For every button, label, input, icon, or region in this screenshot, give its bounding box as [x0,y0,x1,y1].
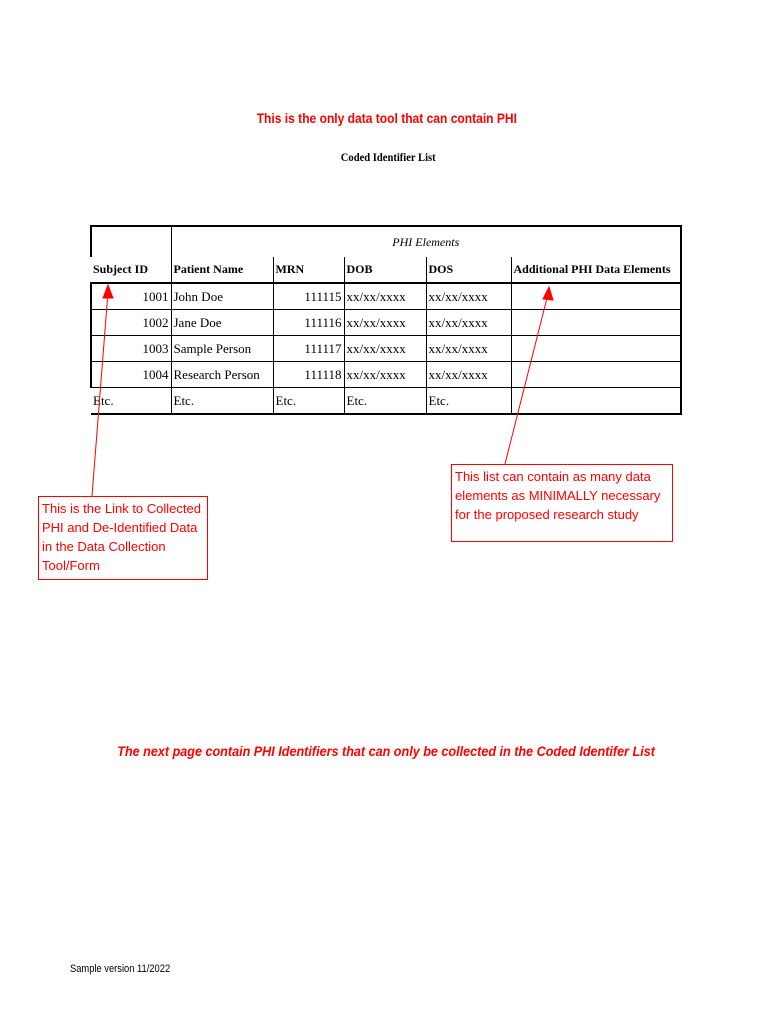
dob-cell: Etc. [344,388,426,415]
link-callout: This is the Link to Collected PHI and De-Identified Data in the Data Collection Tool/Form [38,496,208,580]
mrn-cell: 111115 [273,283,344,310]
mrn-cell: Etc. [273,388,344,415]
subject-id-cell: 1001 [91,283,171,310]
dob-cell: xx/xx/xxxx [344,310,426,336]
patient-name-cell: Sample Person [171,336,273,362]
list-title: Coded Identifier List [340,150,436,164]
patient-name-cell: John Doe [171,283,273,310]
patient-name-cell: Etc. [171,388,273,415]
next-page-note: The next page contain PHI Identifiers that can only be collected in the Coded Identifer List [117,743,655,759]
column-header-dob: DOB [344,257,426,283]
patient-name-cell: Research Person [171,362,273,388]
column-header-additional-phi: Additional PHI Data Elements [511,257,681,283]
column-header-dos: DOS [426,257,511,283]
patient-name-cell: Jane Doe [171,310,273,336]
dos-cell: xx/xx/xxxx [426,362,511,388]
dob-cell: xx/xx/xxxx [344,362,426,388]
dob-cell: xx/xx/xxxx [344,283,426,310]
elements-arrow-head [543,287,553,300]
subject-id-cell: Etc. [91,388,171,415]
elements-arrow-line [505,294,548,464]
link-arrow-line [92,292,108,496]
dos-cell: xx/xx/xxxx [426,310,511,336]
phi-elements-label: PHI Elements [171,226,681,257]
version-label: Sample version 11/2022 [70,963,171,975]
mrn-cell: 111117 [273,336,344,362]
mrn-cell: 111118 [273,362,344,388]
subject-id-cell: 1002 [91,310,171,336]
dos-cell: Etc. [426,388,511,415]
subject-id-cell: 1003 [91,336,171,362]
subject-id-cell: 1004 [91,362,171,388]
dos-cell: xx/xx/xxxx [426,336,511,362]
link-arrow-head [103,285,113,298]
mrn-cell: 111116 [273,310,344,336]
column-header-subject-id: Subject ID [91,257,171,283]
column-header-mrn: MRN [273,257,344,283]
dos-cell: xx/xx/xxxx [426,283,511,310]
elements-callout: This list can contain as many data elements as MINIMALLY necessary for the proposed research study [451,464,673,542]
dob-cell: xx/xx/xxxx [344,336,426,362]
column-header-patient-name: Patient Name [171,257,273,283]
phi-warning-note: This is the only data tool that can contain PHI [256,110,517,126]
